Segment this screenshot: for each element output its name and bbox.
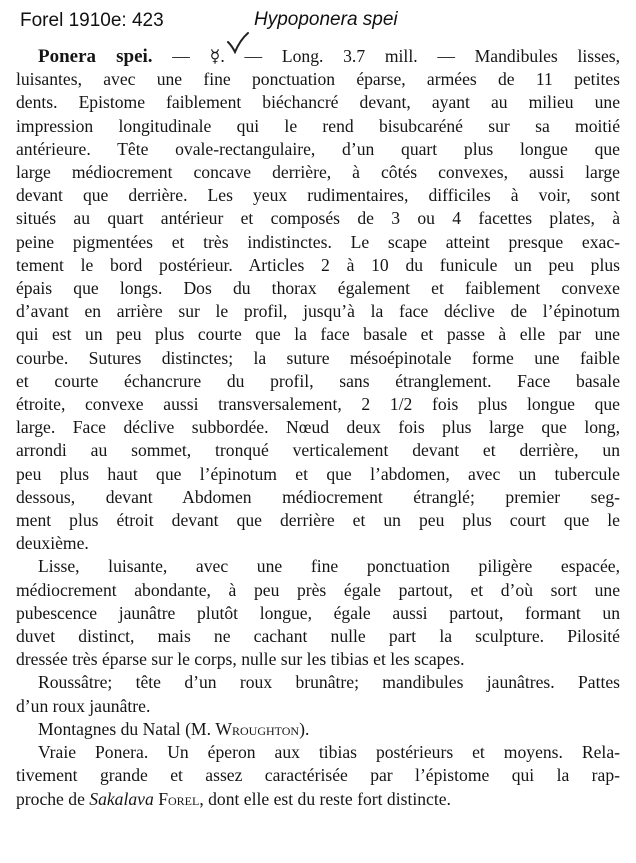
taxon-name: Ponera spei. [38, 46, 153, 67]
text-line: antérieure. Tête ovale-rectangulaire, d’un quart plus longue que [16, 138, 620, 159]
text-line: dressée très éparse sur le corps, nulle sur les tibias et les scapes. [16, 649, 465, 670]
text-line: courbe. Sutures distinctes; la suture mésoépinotale forme une faible [16, 347, 620, 368]
text-body [16, 45, 620, 811]
text-line: devant que derrière. Les yeux rudimentaires, difficiles à voir, sont [16, 185, 620, 206]
text-line: large médiocrement concave derrière, à côtés convexes, aussi large [16, 162, 620, 183]
text-line: deuxième. [16, 533, 89, 554]
text-line: peu plus haut que l’épinotum et que l’abdomen, avec un tubercule [16, 463, 620, 484]
text-line: d’un roux jaunâtre. [16, 695, 151, 716]
text-line: qui est un peu plus courte que la face basale et passe à elle par une [16, 324, 620, 345]
citation-reference: Forel 1910e: 423 [20, 10, 164, 31]
locality-line: Montagnes du Natal (M. Wroughton). [38, 718, 310, 739]
text-line: large. Face déclive subbordée. Nœud deux fois plus large que long, [16, 417, 620, 438]
remarks-final-line: proche de Sakalava Forel, dont elle est du reste fort distincte. [16, 788, 451, 809]
text-line: dents. Epistome faiblement biéchancré devant, ayant au milieu une [16, 92, 620, 113]
text-line: Lisse, luisante, avec une fine ponctuation piligère espacée, [38, 556, 620, 577]
text-line: d’avant en arrière sur le profil, jusqu’à la face déclive de l’épinotum [16, 301, 620, 322]
text-line: Vraie Ponera. Un éperon aux tibias postérieurs et moyens. Rela- [38, 742, 620, 763]
paragraph-first-line: Ponera spei. — ☿. — Long. 3.7 mill. — Mandibules lisses, [38, 46, 620, 67]
genus-name: Sakalava [89, 788, 154, 809]
text-line: arrondi au sommet, tronqué verticalement devant et derrière, un [16, 440, 620, 461]
text-line: tivement grande et assez caractérisée par l’épistome qui la rap- [16, 765, 620, 786]
text-line: tement le bord postérieur. Articles 2 à 10 du funicule un peu plus [16, 254, 620, 275]
text-line: médiocrement abondante, à peu près égale partout, et d’où sort une [16, 579, 620, 600]
text-line: épais que longs. Dos du thorax également et faiblement convexe [16, 278, 620, 299]
text-line: dessous, devant Abdomen médiocrement étranglé; premier seg- [16, 486, 620, 507]
text-line: et courte échancrure du profil, sans étranglement. Face basale [16, 370, 620, 391]
text-line: étroite, convexe aussi transversalement, 2 1/2 fois plus longue que [16, 394, 620, 415]
text-line: peine pigmentées et très indistinctes. Le scape atteint presque exac- [16, 231, 620, 252]
text-line: Roussâtre; tête d’un roux brunâtre; mandibules jaunâtres. Pattes [38, 672, 620, 693]
author-name: Forel [158, 788, 200, 809]
text-line: luisantes, avec une fine ponctuation éparse, armées de 11 petites [16, 69, 620, 90]
text-line: situés au quart antérieur et composés de 3 ou 4 facettes plates, à [16, 208, 620, 229]
collector-name: Wroughton [215, 718, 300, 739]
text-line: impression longitudinale qui le rend bisubcaréné sur sa moitié [16, 115, 620, 136]
species-name-header: Hypoponera spei [254, 9, 398, 30]
text-line: pubescence jaunâtre plutôt longue, égale aussi partout, formant un [16, 602, 620, 623]
text-line: duvet distinct, mais ne cachant nulle part la sculpture. Pilosité [16, 626, 620, 647]
text-line: ment plus étroit devant que derrière et un peu plus court que le [16, 510, 620, 531]
